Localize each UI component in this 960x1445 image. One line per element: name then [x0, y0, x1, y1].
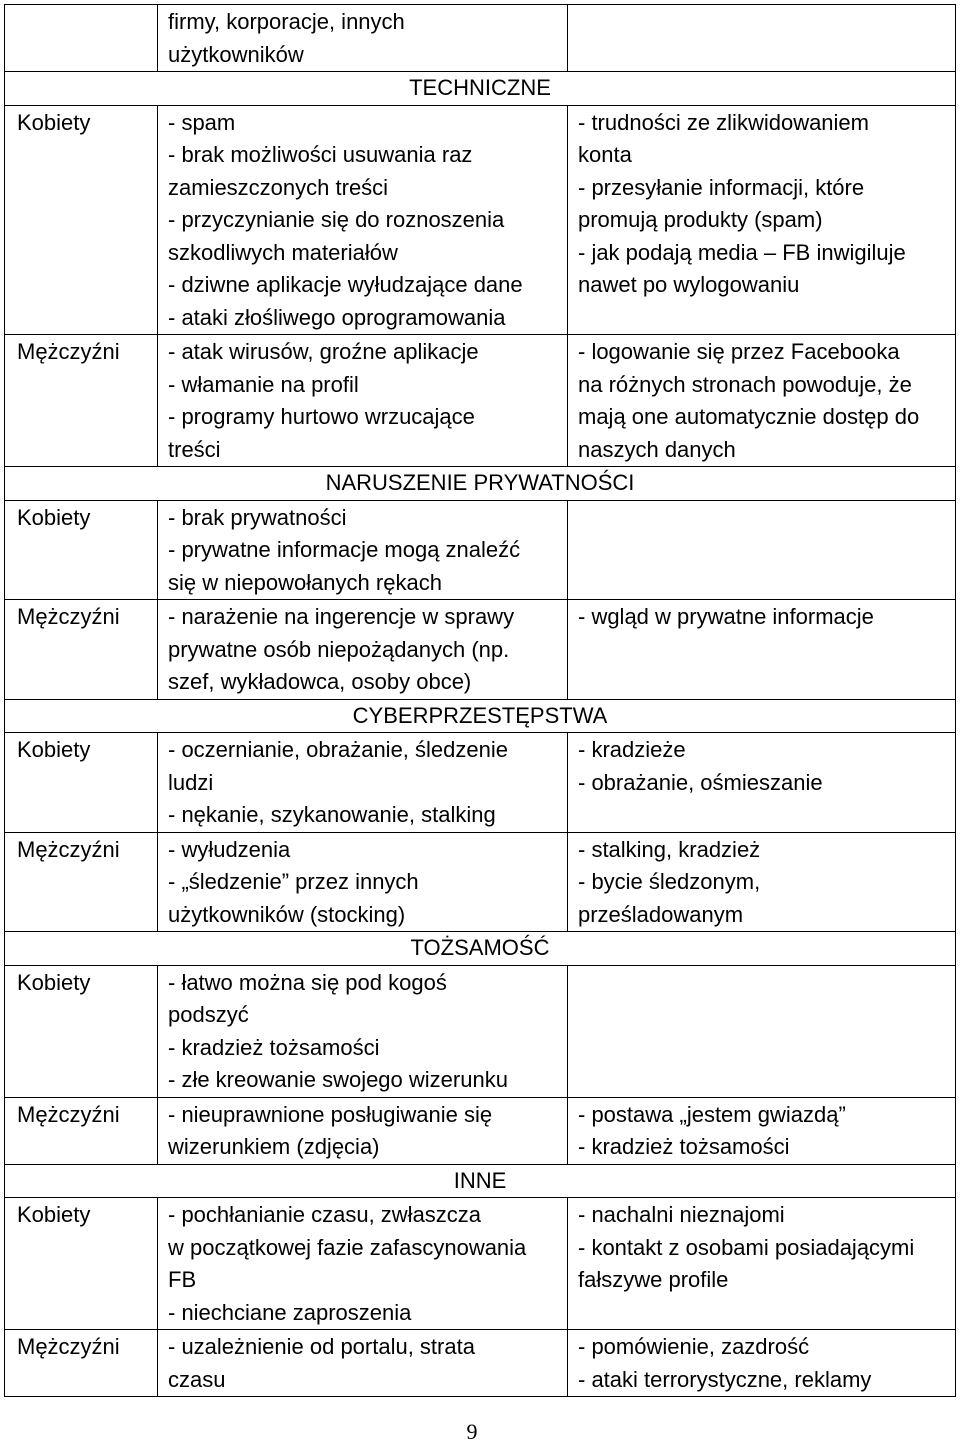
- table-row: [5, 105, 956, 335]
- problems-cell: [158, 733, 568, 833]
- table-row: [5, 1198, 956, 1330]
- cell-line: prywatne osób niepożądanych (np.: [168, 636, 510, 662]
- cell-line: - pomówienie, zazdrość: [578, 1334, 810, 1359]
- group-label-cell: [5, 733, 158, 833]
- page-number: 9: [466, 1419, 478, 1444]
- cell-line: ludzi: [168, 769, 214, 795]
- cell-line: mają one automatycznie dostęp do: [578, 404, 920, 429]
- section-header-row-cyber: [5, 699, 956, 733]
- problems-cell: [158, 1330, 568, 1397]
- intro-line: użytkowników: [168, 41, 304, 67]
- comparison-table: [4, 4, 956, 1397]
- cell-line: - niechciane zaproszenia: [168, 1299, 412, 1325]
- cell-line: prześladowanym: [578, 901, 744, 927]
- cell-line: wizerunkiem (zdjęcia): [168, 1134, 380, 1159]
- cell-line: - obrażanie, ośmieszanie: [578, 769, 823, 795]
- extra-problems-cell: [568, 832, 956, 932]
- extra-problems-cell: [568, 600, 956, 700]
- group-label: Mężczyźni: [17, 604, 120, 629]
- cell-line: czasu: [168, 1366, 226, 1392]
- group-label: Kobiety: [17, 737, 91, 762]
- extra-problems-cell: [568, 1097, 956, 1164]
- cell-line: - przyczynianie się do roznoszenia: [168, 207, 505, 232]
- problems-cell: [158, 832, 568, 932]
- table-row: [5, 832, 956, 932]
- cell-line: - nękanie, szykanowanie, stalking: [168, 802, 496, 827]
- intro-extra-cell: [568, 5, 956, 72]
- section-header-row-inne: [5, 1164, 956, 1198]
- group-label-cell: [5, 335, 158, 467]
- group-label: Kobiety: [17, 504, 91, 530]
- intro-line: firmy, korporacje, innych: [168, 9, 405, 34]
- extra-problems-cell: [568, 1330, 956, 1397]
- group-label: Mężczyźni: [17, 836, 120, 862]
- group-label-cell: [5, 832, 158, 932]
- cell-line: podszyć: [168, 1002, 249, 1027]
- cell-line: - wgląd w prywatne informacje: [578, 604, 874, 629]
- section-title: CYBERPRZESTĘPSTWA: [352, 702, 608, 728]
- cell-line: - pochłanianie czasu, zwłaszcza: [168, 1202, 482, 1227]
- table-row: [5, 733, 956, 833]
- cell-line: - programy hurtowo wrzucające: [168, 404, 475, 429]
- cell-line: - trudności ze zlikwidowaniem: [578, 109, 869, 135]
- problems-cell: [158, 500, 568, 600]
- section-title-cell: [5, 699, 956, 733]
- cell-line: - dziwne aplikacje wyłudzające dane: [168, 272, 523, 297]
- table-body: [5, 5, 956, 1397]
- group-label-cell: [5, 105, 158, 335]
- cell-line: zamieszczonych treści: [168, 174, 389, 200]
- problems-cell: [158, 965, 568, 1097]
- cell-line: na różnych stronach powoduje, że: [578, 371, 912, 397]
- group-label-cell: [5, 500, 158, 600]
- cell-line: nawet po wylogowaniu: [578, 272, 800, 297]
- cell-line: - spam: [168, 109, 236, 135]
- extra-problems-cell: [568, 105, 956, 335]
- cell-line: szkodliwych materiałów: [168, 239, 398, 265]
- cell-line: - wyłudzenia: [168, 836, 291, 862]
- section-header-row-tozsamosc: [5, 932, 956, 966]
- problems-cell: [158, 1097, 568, 1164]
- extra-problems-cell: [568, 1198, 956, 1330]
- cell-line: - ataki terrorystyczne, reklamy: [578, 1366, 872, 1392]
- cell-line: - jak podają media – FB inwigiluje: [578, 239, 906, 265]
- section-title: TECHNICZNE: [409, 75, 551, 100]
- intro-row: [5, 5, 956, 72]
- cell-line: - postawa „jestem gwiazdą”: [578, 1101, 846, 1127]
- table-row: [5, 965, 956, 1097]
- cell-line: - stalking, kradzież: [578, 836, 761, 862]
- cell-line: się w niepowołanych rękach: [168, 569, 442, 595]
- cell-line: - ataki złośliwego oprogramowania: [168, 304, 506, 330]
- cell-line: - łatwo można się pod kogoś: [168, 969, 447, 995]
- section-title: NARUSZENIE PRYWATNOŚCI: [325, 470, 635, 495]
- group-label-cell: [5, 1330, 158, 1397]
- cell-line: w początkowej fazie zafascynowania: [168, 1234, 527, 1260]
- table-row: [5, 600, 956, 700]
- section-title-cell: [5, 1164, 956, 1198]
- table-row: [5, 500, 956, 600]
- group-label: Mężczyźni: [17, 1334, 120, 1359]
- table-row: [5, 335, 956, 467]
- group-label-cell: [5, 600, 158, 700]
- group-label: Mężczyźni: [17, 339, 120, 364]
- group-label-cell: [5, 1097, 158, 1164]
- cell-line: fałszywe profile: [578, 1267, 729, 1292]
- table-row: [5, 1097, 956, 1164]
- cell-line: szef, wykładowca, osoby obce): [168, 669, 472, 694]
- cell-line: naszych danych: [578, 436, 736, 462]
- cell-line: - kradzież tożsamości: [578, 1134, 790, 1159]
- section-header-row-prywatnosc: [5, 467, 956, 501]
- section-title: TOŻSAMOŚĆ: [410, 935, 550, 960]
- cell-line: - kradzieże: [578, 737, 686, 762]
- section-title: INNE: [453, 1167, 507, 1193]
- group-label-cell: [5, 1198, 158, 1330]
- intro-label-cell: [5, 5, 158, 72]
- section-title-cell: [5, 467, 956, 501]
- cell-line: treści: [168, 436, 221, 462]
- cell-line: - narażenie na ingerencje w sprawy: [168, 604, 515, 629]
- cell-line: - brak prywatności: [168, 504, 347, 530]
- extra-problems-cell: [568, 500, 956, 600]
- cell-line: - nachalni nieznajomi: [578, 1202, 785, 1227]
- cell-line: - oczernianie, obrażanie, śledzenie: [168, 737, 508, 762]
- group-label: Kobiety: [17, 1202, 91, 1227]
- cell-line: - brak możliwości usuwania raz: [168, 142, 473, 167]
- cell-line: konta: [578, 142, 632, 167]
- cell-line: - nieuprawnione posługiwanie się: [168, 1101, 493, 1127]
- cell-line: - atak wirusów, groźne aplikacje: [168, 339, 479, 364]
- cell-line: - prywatne informacje mogą znaleźć: [168, 537, 521, 562]
- cell-line: - bycie śledzonym,: [578, 869, 761, 894]
- cell-line: - „śledzenie” przez innych: [168, 869, 419, 894]
- cell-line: FB: [168, 1267, 197, 1292]
- group-label: Kobiety: [17, 109, 91, 135]
- section-header-row-techniczne: [5, 72, 956, 106]
- problems-cell: [158, 600, 568, 700]
- intro-content-cell: [158, 5, 568, 72]
- section-title-cell: [5, 932, 956, 966]
- problems-cell: [158, 335, 568, 467]
- cell-line: - włamanie na profil: [168, 371, 359, 397]
- cell-line: użytkowników (stocking): [168, 901, 406, 927]
- cell-line: - kontakt z osobami posiadającymi: [578, 1234, 915, 1260]
- section-title-cell: [5, 72, 956, 106]
- problems-cell: [158, 105, 568, 335]
- problems-cell: [158, 1198, 568, 1330]
- group-label-cell: [5, 965, 158, 1097]
- extra-problems-cell: [568, 335, 956, 467]
- cell-line: - logowanie się przez Facebooka: [578, 339, 900, 364]
- cell-line: - złe kreowanie swojego wizerunku: [168, 1067, 508, 1092]
- cell-line: - uzależnienie od portalu, strata: [168, 1334, 475, 1359]
- extra-problems-cell: [568, 733, 956, 833]
- cell-line: promują produkty (spam): [578, 207, 823, 232]
- cell-line: - kradzież tożsamości: [168, 1034, 380, 1060]
- group-label: Mężczyźni: [17, 1101, 120, 1127]
- extra-problems-cell: [568, 965, 956, 1097]
- cell-line: - przesyłanie informacji, które: [578, 174, 865, 200]
- table-row: [5, 1330, 956, 1397]
- group-label: Kobiety: [17, 969, 91, 995]
